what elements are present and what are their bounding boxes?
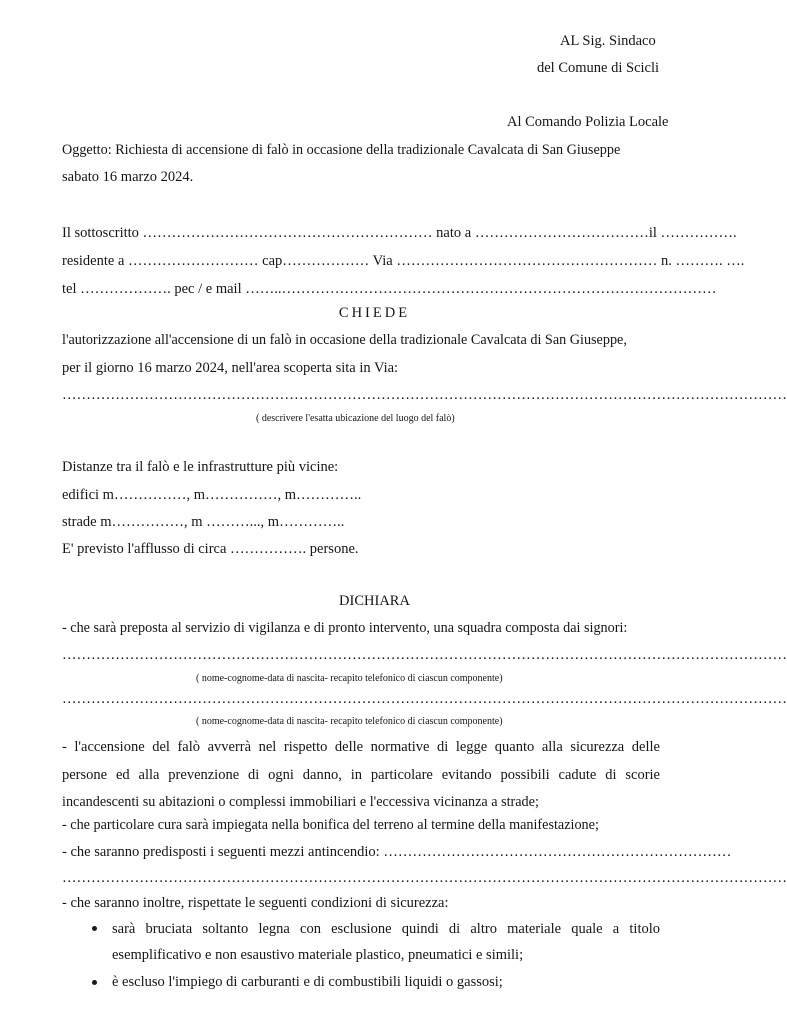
firefighting-dotted-line: …………………………………………………………………………………………………………………………………… bbox=[62, 870, 787, 886]
chiede-line-1: l'autorizzazione all'accensione di un falò in occasione della tradizionale Cavalcata di San Giuseppe, bbox=[62, 332, 627, 348]
recipient-mayor: AL Sig. Sindaco bbox=[560, 33, 656, 49]
condition-wood-line-2: esemplificativo e non esaustivo materiale plastico, pneumatici e simili; bbox=[112, 947, 524, 963]
dichiara-item-conditions: - che saranno inoltre, rispettate le seguenti condizioni di sicurezza: bbox=[62, 895, 449, 911]
team-note-1: ( nome-cognome-data di nascita- recapito telefonico di ciascun componente) bbox=[196, 673, 503, 684]
distances-title: Distanze tra il falò e le infrastrutture più vicine: bbox=[62, 459, 339, 475]
recipient-police: Al Comando Polizia Locale bbox=[507, 114, 669, 130]
location-dotted-line: …………………………………………………………………………………………………………………………………… bbox=[62, 387, 787, 403]
applicant-residence-line: residente a ……………………… cap……………… Via ……………………………………………… n. ………. …. bbox=[62, 253, 745, 269]
dichiara-heading: DICHIARA bbox=[339, 593, 410, 609]
team-note-2: ( nome-cognome-data di nascita- recapito telefonico di ciascun componente) bbox=[196, 716, 503, 727]
dichiara-item-safety-line-1: - l'accensione del falò avverrà nel rispetto delle normative di legge quanto alla sicurezza delle bbox=[62, 739, 660, 755]
subject-line-1: Oggetto: Richiesta di accensione di falò in occasione della tradizionale Cavalcata di San Giuseppe bbox=[62, 142, 621, 158]
dichiara-item-supervision: - che sarà preposta al servizio di vigilanza e di pronto intervento, una squadra composta dai signori: bbox=[62, 620, 628, 636]
chiede-heading: CHIEDE bbox=[338, 305, 411, 321]
team-dotted-line-1: …………………………………………………………………………………………………………………………………… bbox=[62, 647, 787, 663]
applicant-name-line: Il sottoscritto …………………………………………………… nato a ………………………………il ……………. bbox=[62, 225, 737, 241]
team-dotted-line-2: …………………………………………………………………………………………………………………………………… bbox=[62, 691, 787, 707]
distances-buildings: edifici m……………, m……………, m………….. bbox=[62, 487, 362, 503]
condition-fuel: è escluso l'impiego di carburanti e di combustibili liquidi o gassosi; bbox=[112, 974, 503, 990]
distances-roads: strade m……………, m ………..., m………….. bbox=[62, 514, 345, 530]
bullet-icon bbox=[92, 926, 97, 931]
expected-attendance: E' previsto l'afflusso di circa ……………. persone. bbox=[62, 541, 359, 557]
location-note: ( descrivere l'esatta ubicazione del luogo del falò) bbox=[256, 413, 455, 424]
bullet-icon bbox=[92, 980, 97, 985]
chiede-line-2: per il giorno 16 marzo 2024, nell'area scoperta sita in Via: bbox=[62, 360, 399, 376]
applicant-contact-line: tel ………………. pec / e mail ……..……………………………………………………………………………… bbox=[62, 281, 717, 297]
dichiara-item-firefighting: - che saranno predisposti i seguenti mezzi antincendio: ……………………………………………………………… bbox=[62, 844, 732, 860]
dichiara-item-cleanup: - che particolare cura sarà impiegata nella bonifica del terreno al termine della manifestazione; bbox=[62, 817, 599, 833]
dichiara-item-safety-line-3: incandescenti su abitazioni o complessi immobiliari e l'eccessiva vicinanza a strade; bbox=[62, 794, 539, 810]
subject-line-2: sabato 16 marzo 2024. bbox=[62, 169, 194, 185]
condition-wood-line-1: sarà bruciata soltanto legna con esclusione quindi di altro materiale quale a titolo bbox=[112, 921, 660, 937]
recipient-municipality: del Comune di Scicli bbox=[537, 60, 660, 76]
dichiara-item-safety-line-2: persone ed alla prevenzione di ogni danno, in particolare evitando possibili cadute di scorie bbox=[62, 767, 660, 783]
